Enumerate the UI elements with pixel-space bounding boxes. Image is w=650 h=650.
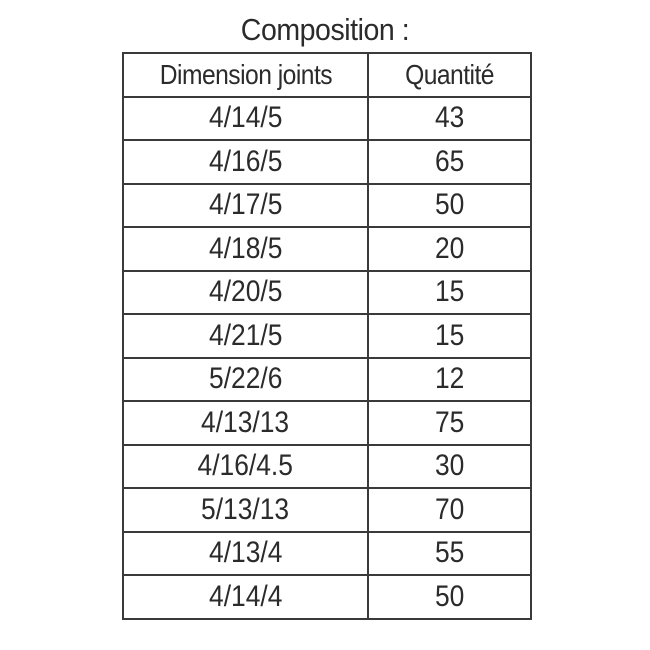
dimension-value: 5/13/13: [201, 492, 290, 526]
dimension-value: 4/18/5: [208, 231, 283, 265]
column-header-quantite: [368, 53, 531, 97]
quantite-cell: [368, 532, 531, 576]
quantite-value: 55: [434, 536, 465, 570]
dimension-cell: [123, 488, 368, 532]
quantite-cell: [368, 184, 531, 228]
quantite-cell: [368, 271, 531, 315]
dimension-cell: [123, 97, 368, 141]
dimension-cell: [123, 575, 368, 619]
table-row: [123, 314, 531, 358]
column-header-dimension: [123, 53, 368, 97]
dimension-value: 4/13/13: [201, 405, 290, 439]
dimension-cell: [123, 401, 368, 445]
dimension-cell: [123, 314, 368, 358]
dimension-value: 4/14/5: [208, 101, 283, 135]
dimension-cell: [123, 532, 368, 576]
table-row: [123, 401, 531, 445]
table-row: [123, 227, 531, 271]
quantite-value: 15: [434, 318, 465, 352]
dimension-value: 4/17/5: [208, 188, 283, 222]
quantite-cell: [368, 97, 531, 141]
quantite-cell: [368, 358, 531, 402]
dimension-value: 4/16/5: [208, 144, 283, 178]
table-header-row: [123, 53, 531, 97]
quantite-cell: [368, 227, 531, 271]
dimension-value: 4/16/4.5: [197, 449, 294, 483]
composition-table: [122, 52, 532, 620]
quantite-value: 43: [434, 101, 465, 135]
quantite-value: 15: [434, 275, 465, 309]
quantite-cell: [368, 575, 531, 619]
quantite-value: 30: [434, 449, 465, 483]
table-row: [123, 358, 531, 402]
quantite-cell: [368, 488, 531, 532]
table-row: [123, 488, 531, 532]
quantite-value: 12: [434, 362, 465, 396]
quantite-cell: [368, 140, 531, 184]
dimension-value: 4/21/5: [208, 318, 283, 352]
quantite-value: 20: [434, 231, 465, 265]
table-row: [123, 575, 531, 619]
dimension-cell: [123, 184, 368, 228]
dimension-cell: [123, 271, 368, 315]
quantite-cell: [368, 445, 531, 489]
quantite-cell: [368, 401, 531, 445]
quantite-value: 50: [434, 579, 465, 613]
table-row: [123, 140, 531, 184]
dimension-cell: [123, 140, 368, 184]
page-title: Composition :: [240, 12, 410, 47]
table-row: [123, 532, 531, 576]
dimension-value: 4/20/5: [208, 275, 283, 309]
table-row: [123, 97, 531, 141]
dimension-value: 4/14/4: [208, 579, 283, 613]
column-header-quantite-label: Quantité: [405, 58, 494, 90]
dimension-cell: [123, 445, 368, 489]
column-header-dimension-label: Dimension joints: [159, 58, 332, 90]
table-row: [123, 445, 531, 489]
quantite-value: 70: [434, 492, 465, 526]
dimension-cell: [123, 358, 368, 402]
quantite-cell: [368, 314, 531, 358]
dimension-value: 4/13/4: [208, 536, 283, 570]
quantite-value: 65: [434, 144, 465, 178]
dimension-cell: [123, 227, 368, 271]
table-row: [123, 271, 531, 315]
dimension-value: 5/22/6: [208, 362, 283, 396]
quantite-value: 50: [434, 188, 465, 222]
quantite-value: 75: [434, 405, 465, 439]
table-row: [123, 184, 531, 228]
